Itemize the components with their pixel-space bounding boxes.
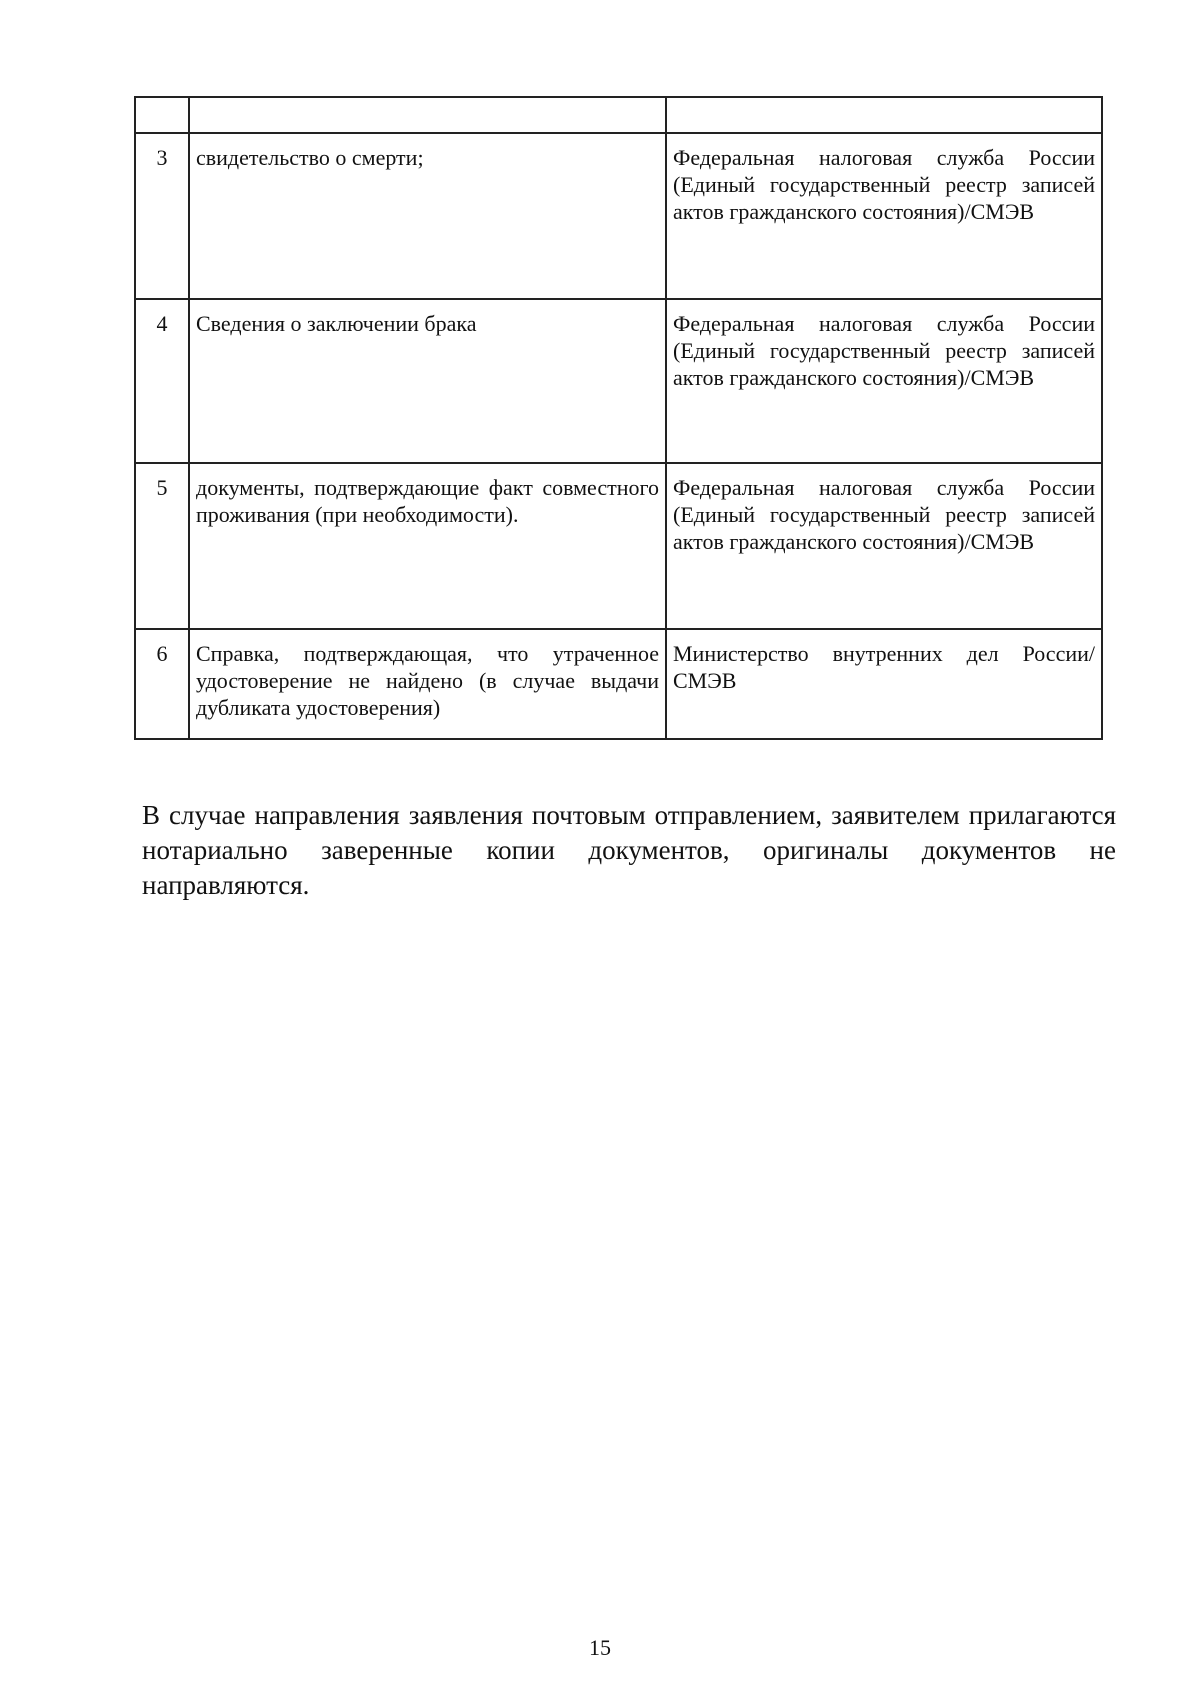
table-cell: [666, 97, 1102, 133]
source-cell: Федеральная налоговая служба России (Единый государственный реестр записей актов гражданского состояния)/СМЭВ: [666, 463, 1102, 629]
table-row: [135, 629, 1102, 739]
row-number: 5: [135, 463, 189, 629]
document-cell: Справка, подтверждающая, что утраченное удостоверение не найдено (в случае выдачи дубликата удостоверения): [189, 629, 666, 739]
row-number: 6: [135, 629, 189, 739]
document-cell: свидетельство о смерти;: [189, 133, 666, 299]
row-number: 3: [135, 133, 189, 299]
table-row: [135, 133, 1102, 299]
row-number: 4: [135, 299, 189, 463]
source-cell: Федеральная налоговая служба России (Единый государственный реестр записей актов гражданского состояния)/СМЭВ: [666, 299, 1102, 463]
table-row: [135, 299, 1102, 463]
document-cell: документы, подтверждающие факт совместного проживания (при необходимости).: [189, 463, 666, 629]
document-cell: Сведения о заключении брака: [189, 299, 666, 463]
table-cell: [135, 97, 189, 133]
documents-table: [134, 96, 1103, 740]
source-cell: Министерство внутренних дел России/СМЭВ: [666, 629, 1102, 739]
source-cell: Федеральная налоговая служба России (Единый государственный реестр записей актов гражданского состояния)/СМЭВ: [666, 133, 1102, 299]
page-number: 15: [589, 1635, 611, 1660]
table-header-row: [135, 97, 1102, 133]
table-row: [135, 463, 1102, 629]
postal-submission-note: В случае направления заявления почтовым отправлением, заявителем прилагаются нотариально заверенные копии документов, оригиналы документов не направляются.: [142, 800, 1116, 900]
table-cell: [189, 97, 666, 133]
